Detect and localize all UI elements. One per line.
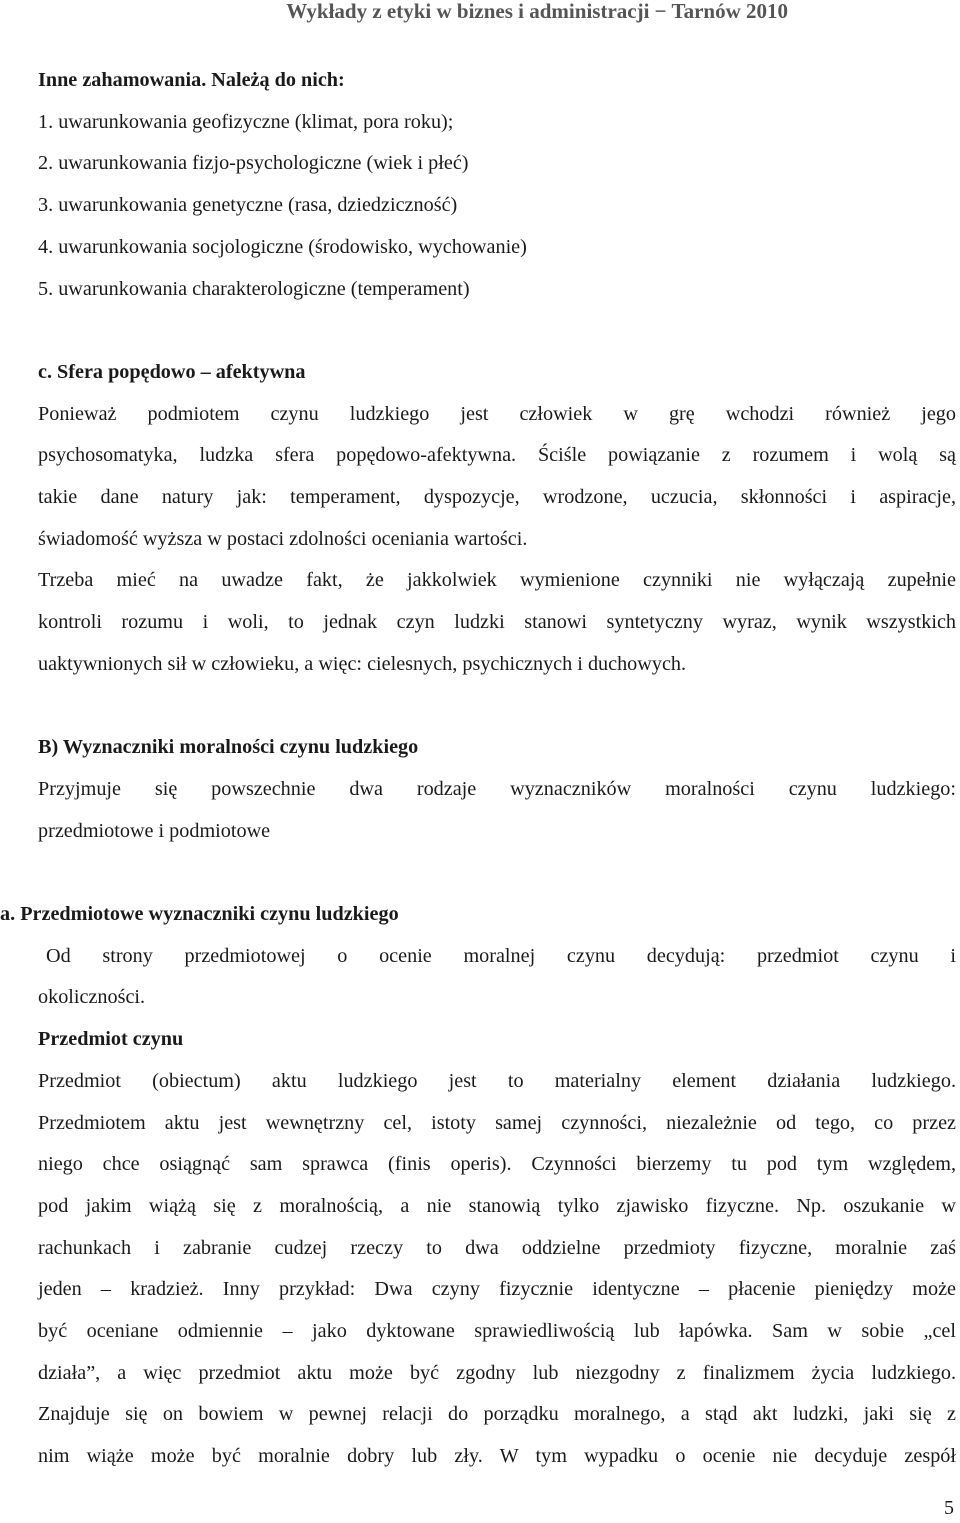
text-line: Przedmiotem aktu jest wewnętrzny cel, istoty samej czynności, niezależnie od tego, co przez xyxy=(38,1111,956,1134)
section-b-heading: B) Wyznaczniki moralności czynu ludzkiego xyxy=(38,736,419,759)
spacer xyxy=(38,686,956,728)
text-line: Przyjmuje się powszechnie dwa rodzaje wyznaczników moralności czynu ludzkiego: xyxy=(38,777,956,800)
text-line: świadomość wyższa w postaci zdolności oceniania wartości. xyxy=(38,527,528,550)
text-line: kontroli rozumu i woli, to jednak czyn ludzki stanowi syntetyczny wyraz, wynik wszystkich xyxy=(38,611,956,634)
text-line: Trzeba mieć na uwadze fakt, że jakkolwiek wymienione czynniki nie wyłączają zupełnie xyxy=(38,569,956,592)
list-item: 4. uwarunkowania socjologiczne (środowisko, wychowanie) xyxy=(38,235,527,258)
text-line: Przedmiot (obiectum) aktu ludzkiego jest to materialny element działania ludzkiego. xyxy=(38,1069,956,1092)
list-heading: Inne zahamowania. Należą do nich: xyxy=(38,69,345,91)
text-line: Od strony przedmiotowej o ocenie moralnej czynu decydują: przedmiot czynu i xyxy=(46,944,956,967)
subheading-przedmiot-czynu: Przedmiot czynu xyxy=(38,1028,184,1051)
spacer xyxy=(38,852,956,894)
text-line: niego chce osiągnąć sam sprawca (finis operis). Czynności bierzemy tu pod tym względem, xyxy=(38,1153,956,1176)
text-line: być oceniane odmiennie – jako dyktowane sprawiedliwością lub łapówka. Sam w sobie „cel xyxy=(38,1320,956,1343)
list-item: 2. uwarunkowania fizjo-psychologiczne (wiek i płeć) xyxy=(38,152,469,175)
text-line: działa”, a więc przedmiot aktu może być zgodny lub niezgodny z finalizmem życia ludzkiego. xyxy=(38,1361,956,1384)
text-line: nim wiąże może być moralnie dobry lub zły. W tym wypadku o ocenie nie decyduje zespół xyxy=(38,1445,956,1468)
text-line: Znajduje się on bowiem w pewnej relacji do porządku moralnego, a stąd akt ludzki, jaki się z xyxy=(38,1403,956,1426)
list-item: 5. uwarunkowania charakterologiczne (temperament) xyxy=(38,277,470,300)
text-line: uaktywnionych sił w człowieku, a więc: cielesnych, psychicznych i duchowych. xyxy=(38,652,687,675)
text-line: pod jakim wiążą się z moralnością, a nie stanowią tylko zjawisko fizyczne. Np. oszukanie w xyxy=(38,1194,956,1217)
text-line: jeden – kradzież. Inny przykład: Dwa czyny fizycznie identyczne – płacenie pieniędzy może xyxy=(38,1278,956,1301)
section-a-heading: a. Przedmiotowe wyznaczniki czynu ludzkiego xyxy=(0,903,399,926)
section-c-heading: c. Sfera popędowo – afektywna xyxy=(38,360,306,383)
text-line: takie dane natury jak: temperament, dyspozycje, wrodzone, uczucia, skłonności i aspiracje, xyxy=(38,486,956,509)
document-body xyxy=(0,60,956,1478)
text-line: psychosomatyka, ludzka sfera popędowo-afektywna. Ściśle powiązanie z rozumem i wolą są xyxy=(38,444,956,467)
text-line: rachunkach i zabranie cudzej rzeczy to dwa oddzielne przedmioty fizyczne, moralnie zaś xyxy=(38,1236,956,1259)
text-line: przedmiotowe i podmiotowe xyxy=(38,819,271,842)
text-line: okoliczności. xyxy=(38,986,146,1009)
text-line: Ponieważ podmiotem czynu ludzkiego jest człowiek w grę wchodzi również jego xyxy=(38,402,956,425)
list-item: 1. uwarunkowania geofizyczne (klimat, pora roku); xyxy=(38,110,454,133)
list-item: 3. uwarunkowania genetyczne (rasa, dziedziczność) xyxy=(38,194,458,217)
running-header: Wykłady z etyki w biznes i administracji − Tarnów 2010 xyxy=(286,0,788,23)
spacer xyxy=(38,310,956,352)
page-number: 5 xyxy=(944,1497,954,1519)
